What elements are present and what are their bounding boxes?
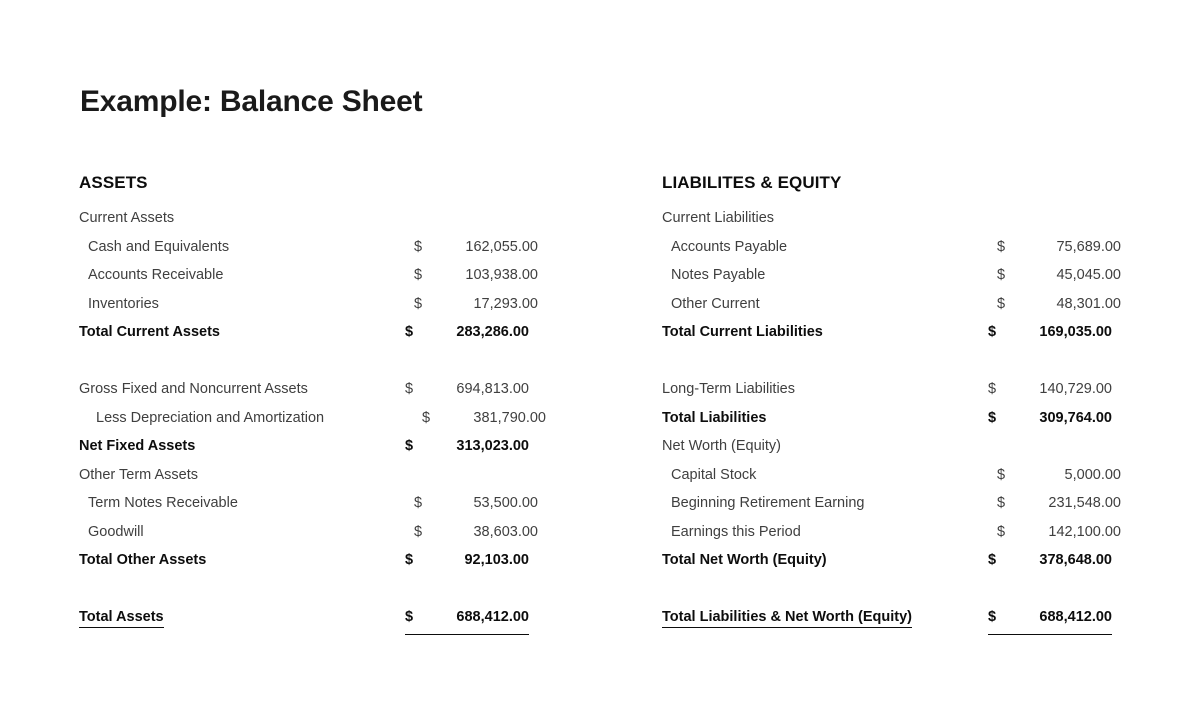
currency-symbol: $ — [988, 609, 997, 625]
statement-spacer-row — [79, 575, 529, 604]
statement-row — [79, 489, 538, 518]
statement-spacer-row — [662, 575, 1112, 604]
row-label-text: Other Current — [671, 295, 760, 312]
row-amount — [414, 489, 538, 518]
row-label-text: Total Other Assets — [79, 552, 207, 568]
statement-row — [79, 404, 546, 433]
row-label-text: Total Liabilities & Net Worth (Equity) — [662, 609, 912, 628]
statement-row — [662, 489, 1121, 518]
row-label — [79, 546, 405, 575]
row-value: 309,764.00 — [1039, 409, 1112, 426]
row-label-text: Cash and Equivalents — [88, 238, 230, 255]
row-amount — [414, 290, 538, 319]
row-amount — [997, 233, 1121, 262]
row-label — [662, 318, 988, 347]
statement-spacer-row — [79, 347, 529, 376]
row-label — [662, 261, 997, 290]
currency-symbol: $ — [405, 381, 414, 397]
row-label — [79, 489, 414, 518]
statement-row — [79, 233, 538, 262]
row-label-text: Total Current Assets — [79, 324, 220, 340]
currency-symbol: $ — [988, 324, 997, 340]
currency-symbol: $ — [997, 466, 1006, 483]
row-amount — [997, 518, 1121, 547]
row-label-text: Inventories — [88, 295, 159, 312]
statement-row — [662, 261, 1121, 290]
row-amount — [405, 375, 529, 404]
currency-symbol: $ — [414, 267, 423, 283]
row-value: 5,000.00 — [1064, 466, 1121, 483]
liabilities-equity-column — [662, 172, 1121, 632]
row-value: 283,286.00 — [456, 324, 529, 340]
row-label-text: Net Fixed Assets — [79, 438, 196, 454]
row-value: 38,603.00 — [473, 523, 538, 540]
currency-symbol: $ — [405, 552, 414, 568]
row-amount — [988, 546, 1112, 575]
row-label-text: Term Notes Receivable — [88, 495, 238, 511]
row-label — [79, 461, 405, 490]
currency-symbol: $ — [997, 267, 1006, 283]
currency-symbol: $ — [988, 409, 997, 426]
row-label — [662, 204, 988, 233]
statement-row — [662, 204, 1112, 233]
row-label — [79, 261, 414, 290]
row-label-text: Accounts Receivable — [88, 267, 224, 283]
row-label — [662, 290, 997, 319]
row-value: 45,045.00 — [1056, 267, 1121, 283]
assets-section-heading: ASSETS — [79, 173, 148, 192]
row-label-text: Total Assets — [79, 609, 164, 628]
row-amount — [988, 603, 1112, 635]
row-value: 103,938.00 — [465, 267, 538, 283]
currency-symbol: $ — [997, 495, 1006, 511]
row-label-text: Beginning Retirement Earning — [671, 495, 865, 511]
statement-row — [662, 546, 1112, 575]
row-amount — [988, 318, 1112, 347]
statement-row — [79, 204, 529, 233]
statement-row — [662, 461, 1121, 490]
row-label-text: Capital Stock — [671, 466, 757, 483]
row-amount — [414, 518, 538, 547]
currency-symbol: $ — [405, 609, 414, 625]
statement-row — [662, 432, 1112, 461]
row-label — [662, 375, 988, 404]
row-amount — [414, 261, 538, 290]
row-label — [79, 603, 405, 632]
row-label-text: Goodwill — [88, 523, 144, 540]
assets-column — [79, 172, 546, 632]
statement-row — [662, 518, 1121, 547]
row-label — [79, 290, 414, 319]
row-amount — [997, 461, 1121, 490]
statement-row — [79, 461, 529, 490]
row-amount — [988, 375, 1112, 404]
row-value: 17,293.00 — [473, 295, 538, 312]
currency-symbol: $ — [405, 324, 414, 340]
row-amount — [997, 290, 1121, 319]
row-label — [662, 432, 988, 461]
row-amount — [988, 404, 1112, 433]
row-amount — [414, 233, 538, 262]
row-label-text: Current Assets — [79, 210, 175, 226]
currency-symbol: $ — [405, 438, 414, 454]
row-label-text: Accounts Payable — [671, 238, 788, 255]
row-value: 162,055.00 — [465, 238, 538, 255]
currency-symbol: $ — [414, 238, 423, 255]
row-amount — [405, 318, 529, 347]
currency-symbol: $ — [988, 381, 997, 397]
row-amount — [997, 261, 1121, 290]
currency-symbol: $ — [997, 238, 1006, 255]
statement-row — [79, 375, 529, 404]
row-value: 92,103.00 — [464, 552, 529, 568]
row-value: 169,035.00 — [1039, 324, 1112, 340]
row-value: 53,500.00 — [473, 495, 538, 511]
row-amount — [405, 546, 529, 575]
row-label — [79, 375, 405, 404]
statement-row — [662, 404, 1112, 433]
row-value: 142,100.00 — [1048, 523, 1121, 540]
row-value: 48,301.00 — [1056, 295, 1121, 312]
row-value: 381,790.00 — [473, 409, 546, 426]
row-label-text: Current Liabilities — [662, 210, 775, 226]
row-label — [79, 404, 422, 433]
currency-symbol: $ — [988, 552, 997, 568]
statement-row — [79, 518, 538, 547]
row-value: 231,548.00 — [1048, 495, 1121, 511]
row-value: 313,023.00 — [456, 438, 529, 454]
row-amount — [422, 404, 546, 433]
row-label-text: Other Term Assets — [79, 466, 198, 483]
row-label-text: Total Current Liabilities — [662, 324, 823, 340]
page-title: Example: Balance Sheet — [80, 85, 423, 118]
currency-symbol: $ — [997, 295, 1006, 312]
row-label — [662, 233, 997, 262]
row-amount — [405, 432, 529, 461]
row-value: 75,689.00 — [1056, 238, 1121, 255]
row-label-text: Net Worth (Equity) — [662, 438, 781, 454]
statement-row — [79, 432, 529, 461]
row-label — [79, 204, 405, 233]
row-label — [79, 432, 405, 461]
row-label-text: Earnings this Period — [671, 523, 801, 540]
row-value: 694,813.00 — [456, 381, 529, 397]
currency-symbol: $ — [414, 523, 423, 540]
row-amount — [997, 489, 1121, 518]
statement-row — [662, 375, 1112, 404]
row-value: 378,648.00 — [1039, 552, 1112, 568]
row-label-text: Less Depreciation and Amortization — [96, 409, 325, 426]
row-label-text: Total Liabilities — [662, 409, 767, 426]
row-label — [79, 318, 405, 347]
row-label — [662, 489, 997, 518]
row-value: 688,412.00 — [1039, 609, 1112, 625]
statement-row — [79, 603, 529, 632]
row-label — [662, 461, 997, 490]
liabilities-equity-section-heading: LIABILITES & EQUITY — [662, 173, 842, 192]
currency-symbol: $ — [414, 495, 423, 511]
currency-symbol: $ — [997, 523, 1006, 540]
statement-row — [662, 603, 1112, 632]
currency-symbol: $ — [422, 409, 431, 426]
row-label-text: Total Net Worth (Equity) — [662, 552, 827, 568]
statement-row — [662, 318, 1112, 347]
liabilities-equity-row-list — [662, 204, 1121, 632]
statement-row — [79, 261, 538, 290]
row-label — [79, 233, 414, 262]
row-label-text: Long-Term Liabilities — [662, 381, 795, 397]
statement-row — [662, 290, 1121, 319]
statement-spacer-row — [662, 347, 1112, 376]
row-label — [662, 404, 988, 433]
row-label-text: Gross Fixed and Noncurrent Assets — [79, 381, 308, 397]
statement-row — [79, 318, 529, 347]
row-label — [662, 518, 997, 547]
statement-row — [79, 290, 538, 319]
row-label — [662, 546, 988, 575]
statement-row — [662, 233, 1121, 262]
row-amount — [405, 603, 529, 635]
row-label-text: Notes Payable — [671, 267, 766, 283]
currency-symbol: $ — [414, 295, 423, 312]
statement-row — [79, 546, 529, 575]
row-value: 688,412.00 — [456, 609, 529, 625]
row-label — [79, 518, 414, 547]
row-label — [662, 603, 988, 632]
row-value: 140,729.00 — [1039, 381, 1112, 397]
assets-row-list — [79, 204, 546, 632]
